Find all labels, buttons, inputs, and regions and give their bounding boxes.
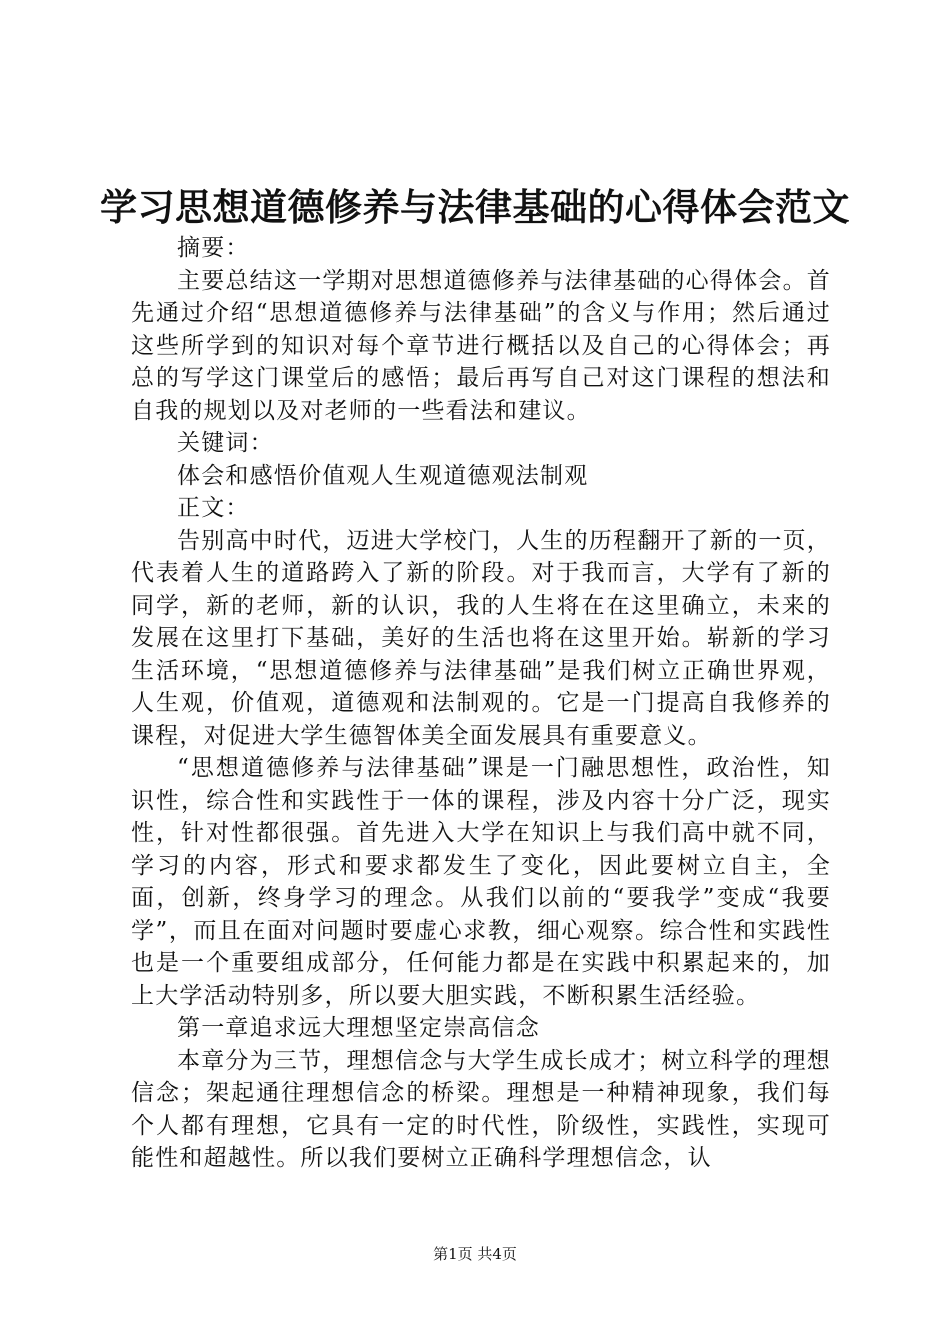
- chapter-heading: 第一章追求远大理想坚定崇高信念: [177, 1015, 540, 1041]
- document-body: [131, 232, 831, 1175]
- keywords-paragraph: 体会和感悟价值观人生观道德观法制观: [177, 462, 589, 489]
- abstract-heading: 摘要：: [177, 235, 250, 261]
- keywords-heading: 关键词：: [177, 430, 274, 456]
- page-title: 学习思想道德修养与法律基础的心得体会范文: [100, 186, 850, 229]
- body-paragraph: “思想道德修养与法律基础”课是一门融思想性，政治性，知识性，综合性和实践性于一体的课程，涉及内容十分广泛，现实性，针对性都很强。首先进入大学在知识上与我们高中就不同，学习的内容，形式和要求都发生了变化，因此要树立自主，全面，创新，终身学习的理念。从我们以前的“要我学”变成“我要学”，而且在面对问题时要虚心求教，细心观察。综合性和实践性也是一个重要组成部分，任何能力都是在实践中积累起来的，加上大学活动特别多，所以要大胆实践，不断积累生活经验。: [131, 755, 831, 1009]
- abstract-paragraph: 主要总结这一学期对思想道德修养与法律基础的心得体会。首先通过介绍“思想道德修养与法律基础”的含义与作用；然后通过这些所学到的知识对每个章节进行概括以及自己的心得体会；再总的写学这门课堂后的感悟；最后再写自己对这门课程的想法和自我的规划以及对老师的一些看法和建议。: [131, 267, 831, 424]
- main-text-heading: 正文：: [177, 495, 250, 521]
- page-number-footer: 第1页 共4页: [433, 1245, 517, 1263]
- body-paragraph: 告别高中时代，迈进大学校门，人生的历程翻开了新的一页，代表着人生的道路跨入了新的阶段。对于我而言，大学有了新的同学，新的老师，新的认识，我的人生将在在这里确立，未来的发展在这里打下基础，美好的生活也将在这里开始。崭新的学习生活环境，“思想道德修养与法律基础”是我们树立正确世界观，人生观，价值观，道德观和法制观的。它是一门提高自我修养的课程，对促进大学生德智体美全面发展具有重要意义。: [131, 527, 831, 749]
- body-paragraph: 本章分为三节，理想信念与大学生成长成才；树立科学的理想信念；架起通往理想信念的桥梁。理想是一种精神现象，我们每个人都有理想，它具有一定的时代性，阶级性，实践性，实现可能性和超越性。所以我们要树立正确科学理想信念，认: [131, 1047, 831, 1171]
